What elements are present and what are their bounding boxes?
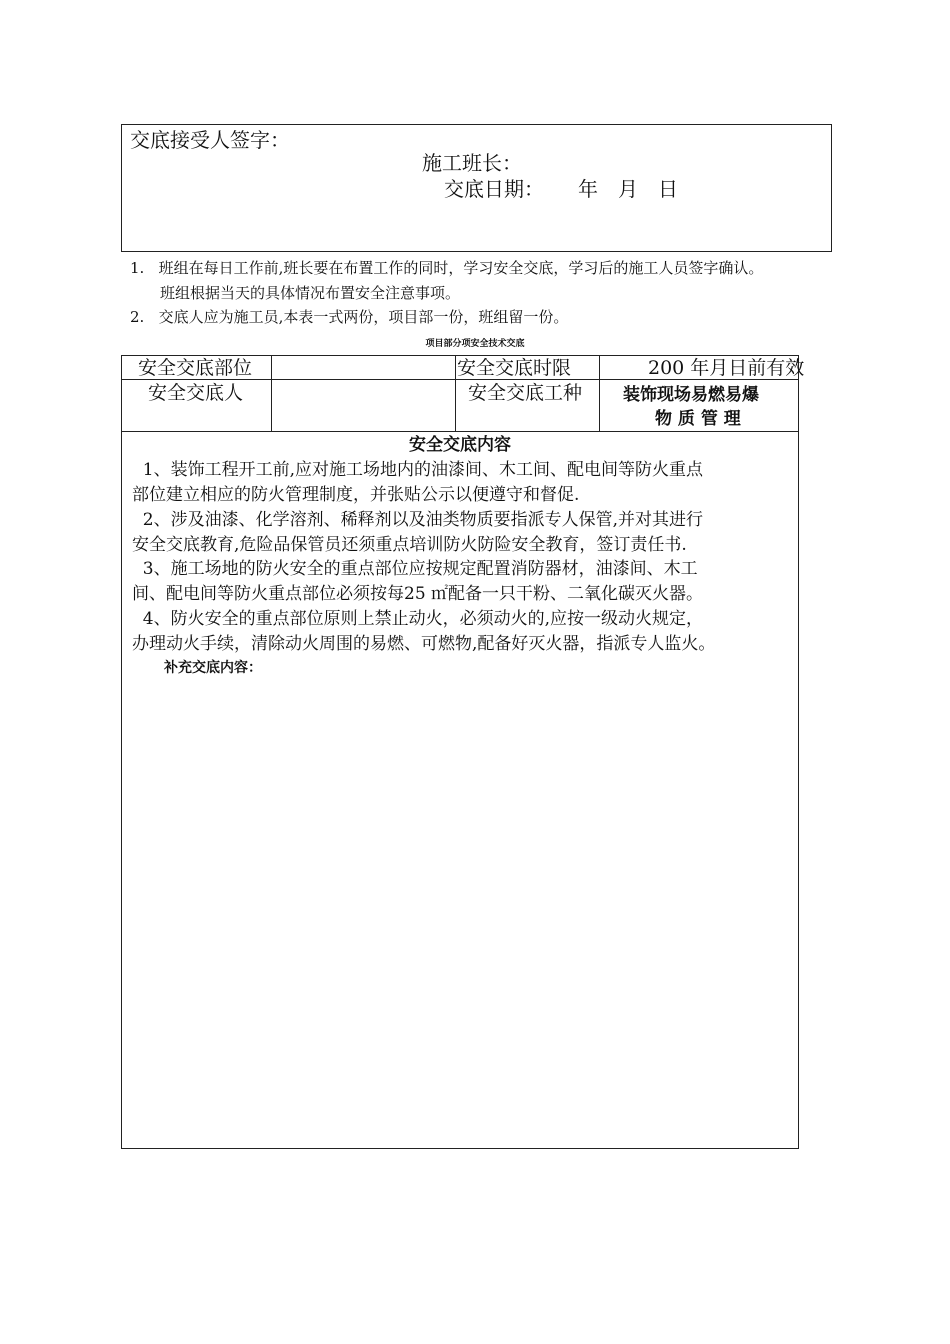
- safety-briefing-table: [121, 355, 805, 1149]
- column-divider: [271, 356, 272, 431]
- content-line: 2、涉及油漆、化学溶剂、稀释剂以及油类物质要指派专人保管,并对其进行: [132, 510, 704, 530]
- note-1-continued: 班组根据当天的具体情况布置安全注意事项。: [160, 284, 461, 302]
- note-1: 1. 班组在每日工作前,班长要在布置工作的同时，学习安全交底，学习后的施工人员签字确认。: [130, 259, 764, 277]
- signature-box: [121, 124, 832, 252]
- content-heading: 安全交底内容: [409, 435, 511, 455]
- content-line: 安全交底教育,危险品保管员还须重点培训防火防险安全教育，签订责任书.: [132, 535, 687, 555]
- content-line: 3、施工场地的防火安全的重点部位应按规定配置消防器材，油漆间、木工: [132, 559, 698, 579]
- column-divider: [599, 356, 600, 431]
- form-title: 项目部分项安全技术交底: [425, 339, 525, 349]
- briefing-person-label: 安全交底人: [148, 382, 244, 404]
- row-divider: [122, 431, 798, 432]
- row-divider: [122, 379, 798, 380]
- content-line: 间、配电间等防火重点部位必须按每25 ㎡配备一只干粉、二氧化碳灭火器。: [132, 584, 704, 604]
- receiver-signature-label: 交底接受人签字：: [130, 128, 290, 152]
- date-year-label: 年: [578, 177, 598, 201]
- date-label: 交底日期：: [444, 177, 544, 201]
- briefing-period-label: 安全交底时限: [457, 357, 572, 379]
- foreman-label: 施工班长：: [422, 151, 522, 175]
- date-month-label: 月: [618, 177, 638, 201]
- briefing-period-value: 200 年月日前有效: [648, 357, 805, 379]
- content-line: 1、装饰工程开工前,应对施工场地内的油漆间、木工间、配电间等防火重点: [132, 460, 704, 480]
- briefing-trade-label: 安全交底工种: [468, 382, 583, 404]
- briefing-trade-value-line1: 装饰现场易燃易爆: [623, 385, 759, 405]
- content-line: 办理动火手续，清除动火周围的易燃、可燃物,配备好灭火器，指派专人监火。: [132, 634, 716, 654]
- briefing-part-label: 安全交底部位: [138, 357, 253, 379]
- column-divider: [455, 356, 456, 431]
- content-line: 部位建立相应的防火管理制度，并张贴公示以便遵守和督促.: [132, 485, 580, 505]
- content-line: 4、防火安全的重点部位原则上禁止动火，必须动火的,应按一级动火规定，: [132, 609, 704, 629]
- briefing-trade-value-line2: 物 质 管 理: [655, 409, 741, 429]
- date-day-label: 日: [658, 177, 678, 201]
- supplement-label: 补充交底内容：: [164, 660, 262, 676]
- note-2: 2. 交底人应为施工员,本表一式两份，项目部一份，班组留一份。: [130, 308, 569, 326]
